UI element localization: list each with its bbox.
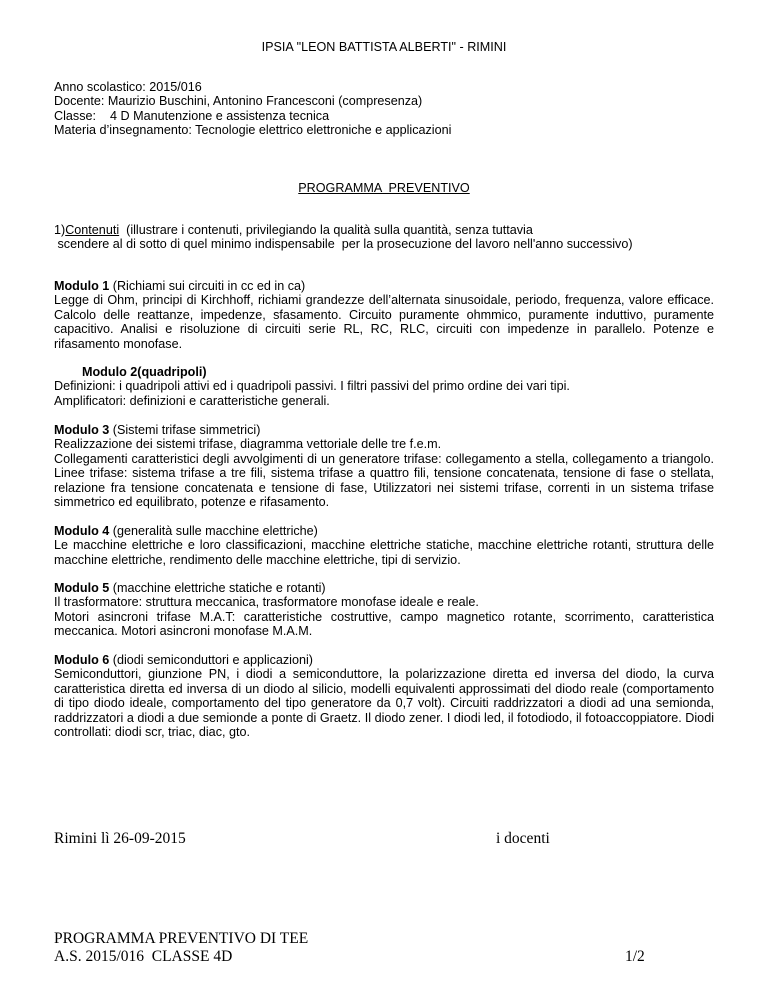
module-6-heading [54, 653, 714, 667]
module-3-title: Modulo 3 [54, 423, 110, 437]
module-3-subtitle: (Sistemi trifase simmetrici) [109, 423, 261, 437]
module-5-body-line1: Il trasformatore: struttura meccanica, trasformatore monofase ideale e reale. [54, 595, 479, 610]
module-2-body-line1: Definizioni: i quadripoli attivi ed i quadripoli passivi. I filtri passivi del primo ordine dei vari tipi. [54, 379, 570, 394]
module-1-title: Modulo 1 [54, 279, 110, 293]
module-4-subtitle: (generalità sulle macchine elettriche) [109, 524, 318, 538]
school-year: Anno scolastico: 2015/016 [54, 80, 202, 94]
module-2 [54, 365, 714, 408]
teachers-line: Docente: Maurizio Buschini, Antonino Francesconi (compresenza) [54, 94, 423, 109]
contenuti-line1 [54, 223, 714, 237]
module-4-title: Modulo 4 [54, 524, 110, 538]
module-3-body-line1: Realizzazione dei sistemi trifase, diagramma vettoriale delle tre f.e.m. [54, 437, 442, 452]
contenuti-text: (illustrare i contenuti, privilegiando la qualità sulla quantità, senza tuttavia [119, 223, 533, 237]
footer-title: PROGRAMMA PREVENTIVO DI TEE [54, 930, 309, 947]
contenuti-section [54, 223, 714, 252]
page-number: 1/2 [625, 948, 645, 965]
module-4-heading [54, 524, 714, 538]
module-1 [54, 279, 714, 351]
module-6-title: Modulo 6 [54, 653, 110, 667]
module-5-subtitle: (macchine elettriche statiche e rotanti) [109, 581, 326, 595]
module-6-body: Semiconduttori, giunzione PN, i diodi a semiconduttore, la polarizzazione diretta ed inversa del diodo, la curva caratteristica diretta ed inversa di un diodo al silicio, modelli equivalenti approssimati del diodo reale (comportamento di tipo diodo ideale, comportamento del tipo generatore da 0,7 volt). Circuiti raddrizzatori a diodi ad una semionda, raddrizzatori a diodi a due semionde a ponte di Graetz. Il diodo zener. I diodi led, il fotodiodo, il fotoaccoppiatore. Diodi controllati: diodi scr, triac, diac, gto. [54, 667, 714, 740]
module-2-title: Modulo 2(quadripoli) [82, 365, 207, 379]
teachers-signature: i docenti [496, 830, 550, 847]
module-5-body: Motori asincroni trifase M.A.T: caratteristiche costruttive, campo magnetico rotante, scorrimento, caratteristica meccanica. Motori asincroni monofase M.A.M. [54, 609, 714, 639]
place-date: Rimini lì 26-09-2015 [54, 830, 186, 847]
contenuti-line2: scendere al di sotto di quel minimo indispensabile per la prosecuzione del lavoro nell'anno successivo) [54, 237, 633, 252]
module-6 [54, 653, 714, 739]
module-2-body-line2: Amplificatori: definizioni e caratteristiche generali. [54, 393, 330, 408]
module-6-subtitle: (diodi semiconduttori e applicazioni) [109, 653, 313, 667]
module-5-heading [54, 581, 714, 595]
class-line: Classe: 4 D Manutenzione e assistenza tecnica [54, 108, 330, 123]
contenuti-number: 1) [54, 223, 66, 237]
footer-class: A.S. 2015/016 CLASSE 4D [54, 948, 233, 965]
module-3-heading [54, 423, 714, 437]
school-header: IPSIA "LEON BATTISTA ALBERTI" - RIMINI [261, 40, 507, 54]
info-block [54, 80, 714, 138]
module-1-heading [54, 279, 714, 293]
module-5 [54, 581, 714, 639]
document-title: PROGRAMMA PREVENTIVO [298, 181, 470, 195]
module-3 [54, 423, 714, 509]
subject-line: Materia d’insegnamento: Tecnologie elettrico elettroniche e applicazioni [54, 123, 452, 138]
contenuti-label: Contenuti [65, 223, 120, 237]
module-3-body: Collegamenti caratteristici degli avvolgimenti di un generatore trifase: collegamento a stella, collegamento a triangolo. Linee trifase: sistema trifase a tre fili, sistema trifase a quattro fili, tensione concatenata, tensione di fase o stellata, relazione fra tensione concatenata e tensione di fase, Utilizzatori nei sistemi trifase, correnti in un sistema trifase simmetrico ed equilibrato, potenze e rifasamento. [54, 451, 714, 510]
module-4-body: Le macchine elettriche e loro classificazioni, macchine elettriche statiche, macchine elettriche rotanti, struttura delle macchine elettriche, rendimento delle macchine elettriche, tipi di servizio. [54, 538, 714, 567]
module-4 [54, 524, 714, 567]
module-1-subtitle: (Richiami sui circuiti in cc ed in ca) [109, 279, 306, 293]
module-5-title: Modulo 5 [54, 581, 110, 595]
module-1-body: Legge di Ohm, principi di Kirchhoff, richiami grandezze dell’alternata sinusoidale, periodo, frequenza, valore efficace. Calcolo delle reattanze, impedenze, sfasamento. Circuito puramente ohmmico, puramente induttivo, puramente capacitivo. Analisi e risoluzione di circuiti serie RL, RC, RLC, circuiti con impedenze in parallelo. Potenze e rifasamento monofase. [54, 293, 714, 351]
module-2-heading [54, 365, 714, 379]
